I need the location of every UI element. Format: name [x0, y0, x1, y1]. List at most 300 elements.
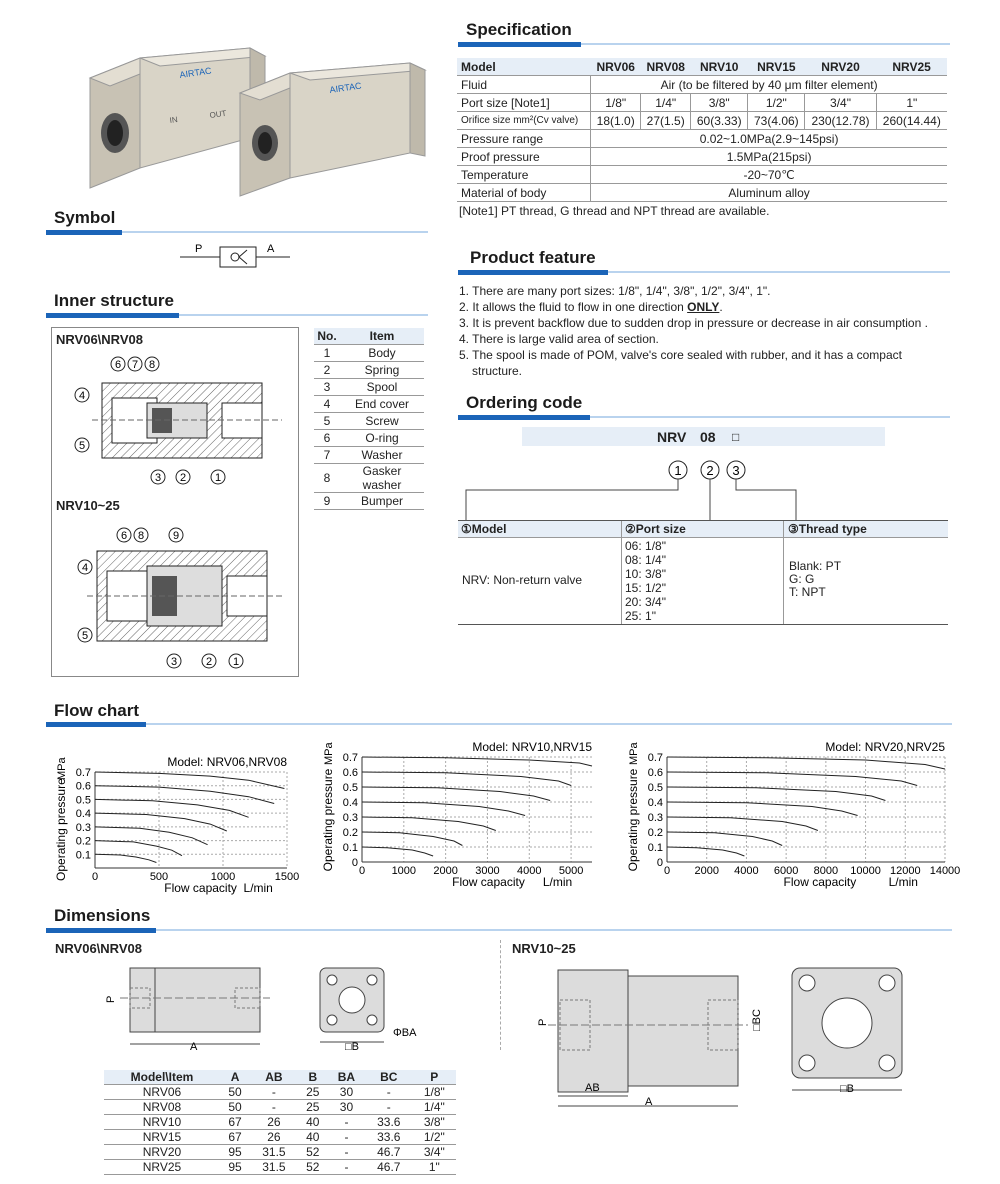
valve-photo-right: [240, 63, 425, 196]
spec-header: NRV25: [876, 58, 947, 76]
callout: 2: [179, 472, 187, 484]
dim-label-a: A: [190, 1041, 198, 1053]
parts-row: [314, 493, 424, 510]
series-line: [667, 832, 782, 846]
callout: 1: [214, 472, 222, 484]
spec-header: NRV10: [691, 58, 748, 76]
ordering-divider: [621, 521, 622, 624]
spec-row-material: [457, 184, 947, 202]
dim-label-bc: □BC: [751, 1009, 763, 1031]
dim-cell: 26: [250, 1115, 298, 1130]
model-value: NRV: Non-return valve: [462, 573, 583, 587]
spec-value: 230(12.78): [805, 112, 876, 130]
spec-value: 0.02~1.0MPa(2.9~145psi): [591, 130, 947, 148]
spec-header: NRV08: [641, 58, 691, 76]
series-line: [95, 786, 274, 804]
spec-header-row: [457, 58, 947, 76]
spec-value: 60(3.33): [691, 112, 748, 130]
dim-cell: 46.7: [365, 1160, 413, 1175]
series-line: [667, 802, 858, 816]
y-axis-label: Operating pressure: [321, 768, 335, 872]
dim-cell: NRV15: [104, 1130, 220, 1145]
code-box: □: [732, 430, 740, 444]
parts-row: [314, 430, 424, 447]
dim-cell: -: [365, 1085, 413, 1100]
dim-header: AB: [250, 1070, 298, 1085]
spec-value: 3/4": [805, 94, 876, 112]
spec-value: 18(1.0): [591, 112, 641, 130]
parts-row: [314, 464, 424, 493]
part-item: Spool: [340, 379, 424, 396]
spec-label: Pressure range: [457, 130, 591, 148]
brand-label: AIRTAC: [178, 65, 213, 80]
spec-value: 1": [876, 94, 947, 112]
dim-cell: 40: [298, 1130, 328, 1145]
feature-item: 1. There are many port sizes: 1/8", 1/4", 3/8", 1/2", 3/4", 1".: [459, 284, 771, 298]
y-tick-label: 0.1: [342, 842, 358, 854]
ordering-header: ②Port size: [625, 522, 686, 536]
y-tick-label: 0: [351, 857, 358, 869]
x-tick-label: 0: [358, 865, 366, 877]
port-size-list: [625, 539, 666, 623]
callout: 6: [120, 530, 128, 542]
dim-cell: -: [328, 1160, 365, 1175]
parts-header: Item: [340, 328, 424, 345]
dim-cell: 31.5: [250, 1145, 298, 1160]
specification-bar: [458, 42, 950, 47]
y-axis-label: Operating pressure: [626, 768, 640, 872]
feature-item: [459, 299, 949, 315]
product-feature-bar: [458, 270, 950, 275]
y-axis-label: Operating pressure: [54, 778, 68, 881]
series-line: [362, 787, 550, 801]
callout: 4: [81, 562, 89, 574]
spec-value: 3/8": [691, 94, 748, 112]
y-tick-label: 0.4: [647, 797, 663, 809]
spec-value: 1.5MPa(215psi): [591, 148, 947, 166]
y-tick-label: 0.3: [75, 821, 91, 834]
part-no: 4: [314, 396, 340, 413]
inner-structure-box: [51, 327, 299, 677]
callout: 5: [81, 630, 89, 642]
part-no: 9: [314, 493, 340, 510]
product-photos: [60, 18, 450, 198]
inner-title-b: NRV10~25: [56, 498, 120, 513]
dim-cell: NRV10: [104, 1115, 220, 1130]
parts-row: [314, 447, 424, 464]
spec-row-temperature: [457, 166, 947, 184]
flow-chart-nrv20: [626, 737, 961, 895]
ordering-header-bg: [458, 521, 948, 538]
part-item: O-ring: [340, 430, 424, 447]
x-tick-label: 5000: [558, 865, 584, 877]
thread-type-item: Blank: PT: [789, 559, 842, 573]
callout: 7: [131, 359, 139, 371]
y-tick-label: 0.1: [75, 849, 91, 862]
ordering-header: ①Model: [461, 522, 507, 536]
y-tick-label: 0.7: [342, 752, 358, 764]
part-no: 6: [314, 430, 340, 447]
spec-header: NRV15: [748, 58, 805, 76]
part-item: Body: [340, 345, 424, 362]
dim-cell: 30: [328, 1100, 365, 1115]
dim-cell: 3/8": [413, 1115, 456, 1130]
feature-item: structure.: [472, 364, 523, 378]
ordering-divider: [783, 521, 784, 624]
x-tick-label: 0: [663, 865, 671, 877]
spec-row-fluid: [457, 76, 947, 94]
series-line: [95, 813, 227, 831]
callout: 9: [172, 530, 180, 542]
inner-structure-title: Inner structure: [54, 291, 174, 310]
dimensions-divider: [500, 940, 502, 1050]
symbol-title: Symbol: [54, 208, 116, 227]
series-line: [95, 799, 249, 817]
dim-header: Model\Item: [104, 1070, 220, 1085]
dim-row: [104, 1115, 456, 1130]
y-tick-label: 0.6: [75, 780, 91, 793]
series-line: [362, 832, 462, 846]
parts-header-row: [314, 328, 424, 345]
x-tick-label: 4000: [734, 865, 759, 877]
ordering-header: ③Thread type: [788, 522, 867, 536]
dim-cell: -: [328, 1130, 365, 1145]
product-feature-title: Product feature: [470, 248, 596, 267]
y-tick-label: 0.2: [647, 827, 663, 839]
flow-chart-nrv06: [50, 740, 310, 895]
y-tick-label: 0.2: [342, 827, 358, 839]
feature-item: 5. The spool is made of POM, valve's core sealed with rubber, and it has a compact: [459, 348, 902, 362]
x-tick-label: 0: [91, 871, 99, 883]
spec-label: Port size [Note1]: [457, 94, 591, 112]
series-line: [95, 827, 208, 845]
dim-label-p2: P: [537, 1018, 549, 1026]
spec-row-proof: [457, 148, 947, 166]
code-circle: 3: [732, 463, 740, 478]
series-line: [667, 772, 917, 786]
dim-cell: 46.7: [365, 1145, 413, 1160]
y-tick-label: 0: [656, 857, 663, 869]
port-size-item: 20: 3/4": [625, 595, 666, 609]
series-line: [95, 841, 182, 856]
part-item: Washer: [340, 447, 424, 464]
port-size-item: 25: 1": [625, 609, 656, 623]
dim-row: [104, 1160, 456, 1175]
series-line: [667, 847, 744, 856]
spec-header: Model: [457, 58, 591, 76]
dim-cell: 95: [220, 1145, 250, 1160]
dim-header: BC: [365, 1070, 413, 1085]
spec-value: 1/2": [748, 94, 805, 112]
callout: 5: [78, 440, 86, 452]
dim-cell: 33.6: [365, 1115, 413, 1130]
port-size-item: 10: 3/8": [625, 567, 666, 581]
dim-cell: NRV08: [104, 1100, 220, 1115]
spec-note: [Note1] PT thread, G thread and NPT thread are available.: [459, 204, 770, 218]
dim-cell: 40: [298, 1115, 328, 1130]
y-tick-label: 0.4: [75, 808, 91, 821]
x-tick-label: 1000: [210, 871, 236, 883]
x-tick-label: 14000: [929, 865, 961, 877]
dimensions-table: [104, 1070, 456, 1175]
spec-value: 27(1.5): [641, 112, 691, 130]
y-tick-label: 0.3: [647, 812, 663, 824]
port-size-item: 06: 1/8": [625, 539, 666, 553]
dim-cell: 95: [220, 1160, 250, 1175]
dim-cell: 52: [298, 1160, 328, 1175]
spec-value: 1/8": [591, 94, 641, 112]
series-line: [362, 802, 525, 816]
spec-value: 1/4": [641, 94, 691, 112]
flow-chart-nrv10: [322, 737, 607, 895]
code-circle: 1: [674, 463, 682, 478]
dim-cell: 26: [250, 1130, 298, 1145]
brand-label-2: AIRTAC: [328, 80, 363, 95]
parts-row: [314, 413, 424, 430]
spec-label: Orifice size mm²(Cv valve): [457, 112, 591, 130]
y-tick-label: 0.5: [342, 782, 358, 794]
dim-cell: -: [250, 1085, 298, 1100]
part-no: 1: [314, 345, 340, 362]
series-line: [362, 757, 592, 766]
parts-row: [314, 379, 424, 396]
dim-cell: -: [328, 1115, 365, 1130]
feature-item: 4. There is large valid area of section.: [459, 332, 659, 346]
y-tick-label: 0.6: [647, 767, 663, 779]
specification-table: [457, 58, 947, 202]
feature-text: 2. It allows the fluid to flow in one direction: [459, 300, 684, 314]
code-prefix: NRV: [657, 429, 687, 445]
code-size: 08: [700, 429, 716, 445]
code-circle: 2: [706, 463, 714, 478]
dim-cell: 50: [220, 1100, 250, 1115]
part-item: Spring: [340, 362, 424, 379]
dim-cell: 33.6: [365, 1130, 413, 1145]
feature-emphasis: ONLY: [687, 300, 720, 314]
parts-row: [314, 396, 424, 413]
series-line: [362, 772, 571, 786]
y-tick-label: 0.3: [342, 812, 358, 824]
part-item: Bumper: [340, 493, 424, 510]
x-tick-label: 500: [149, 871, 169, 883]
dimensions-title: Dimensions: [54, 906, 151, 925]
x-tick-label: 3000: [475, 865, 500, 877]
callout: 1: [232, 656, 240, 668]
y-tick-label: 0.7: [647, 752, 663, 764]
flow-chart-title: Flow chart: [54, 701, 140, 720]
spec-value: 260(14.44): [876, 112, 947, 130]
dimension-drawing-b: [530, 958, 950, 1108]
x-tick-label: 1500: [274, 871, 300, 883]
series-line: [362, 817, 496, 831]
x-axis-label: Flow capacity: [452, 875, 525, 889]
dim-header-row: [104, 1070, 456, 1085]
dim-cell: 25: [298, 1100, 328, 1115]
callout: 3: [154, 472, 162, 484]
spec-label: Material of body: [457, 184, 591, 202]
x-axis-unit: L/min: [542, 875, 573, 889]
spec-row-port: [457, 94, 947, 112]
part-item: Screw: [340, 413, 424, 430]
dim-cell: 1/8": [413, 1085, 456, 1100]
port-size-item: 08: 1/4": [625, 553, 666, 567]
spec-value: Air (to be filtered by 40 μm filter element): [591, 76, 947, 94]
feature-list: [459, 283, 949, 379]
dim-row: [104, 1085, 456, 1100]
thread-type-list: [789, 560, 841, 599]
dim-header: P: [413, 1070, 456, 1085]
dim-header: A: [220, 1070, 250, 1085]
dim-label-p: P: [105, 995, 117, 1003]
callout: 6: [114, 359, 122, 371]
dim-label-b2: □B: [840, 1083, 854, 1095]
dim-label-a2: A: [645, 1096, 653, 1108]
part-no: 7: [314, 447, 340, 464]
spec-row-pressure: [457, 130, 947, 148]
callout: 8: [137, 530, 145, 542]
thread-type-item: T: NPT: [789, 585, 826, 599]
parts-header: No.: [314, 328, 340, 345]
dim-cell: 1/4": [413, 1100, 456, 1115]
chart-title: Model: NRV20,NRV25: [825, 740, 945, 754]
ordering-code-bar: [458, 415, 950, 420]
spec-header: NRV06: [591, 58, 641, 76]
dim-cell: -: [250, 1100, 298, 1115]
x-axis-label: Flow capacity: [164, 881, 237, 895]
callout: 4: [78, 390, 86, 402]
series-line: [95, 854, 156, 862]
x-axis-label: Flow capacity: [783, 875, 857, 889]
part-item: End cover: [340, 396, 424, 413]
x-tick-label: 2000: [694, 865, 719, 877]
part-no: 3: [314, 379, 340, 396]
feature-text: .: [719, 300, 723, 314]
dim-title-b: NRV10~25: [512, 941, 576, 956]
x-tick-label: 4000: [517, 865, 542, 877]
spec-label: Temperature: [457, 166, 591, 184]
part-no: 5: [314, 413, 340, 430]
x-axis-unit: L/min: [243, 881, 273, 895]
flow-chart-bar: [46, 722, 952, 727]
spec-header: NRV20: [805, 58, 876, 76]
series-line: [362, 847, 433, 856]
x-tick-label: 12000: [889, 865, 921, 877]
dim-cell: NRV25: [104, 1160, 220, 1175]
callout: 3: [170, 656, 178, 668]
part-no: 8: [314, 464, 340, 493]
dim-label-ab: AB: [585, 1082, 600, 1094]
spec-value: 73(4.06): [748, 112, 805, 130]
spec-value: Aluminum alloy: [591, 184, 947, 202]
thread-type-item: G: G: [789, 572, 815, 586]
specification-title: Specification: [466, 20, 572, 39]
y-axis-unit: MPa: [628, 742, 640, 765]
symbol-p-label: P: [195, 243, 203, 255]
series-line: [667, 757, 945, 769]
spec-value: -20~70℃: [591, 166, 947, 184]
parts-row: [314, 345, 424, 362]
ordering-code-title: Ordering code: [466, 393, 583, 412]
dim-cell: 67: [220, 1115, 250, 1130]
feature-item: 3. It is prevent backflow due to sudden drop in pressure or decrease in air consumption .: [459, 316, 928, 330]
dim-label-b: □B: [345, 1041, 359, 1053]
dim-row: [104, 1100, 456, 1115]
y-tick-label: 0.2: [75, 835, 91, 848]
inner-title-a: NRV06\NRV08: [56, 332, 143, 347]
dim-title-a: NRV06\NRV08: [55, 941, 142, 956]
dim-cell: 3/4": [413, 1145, 456, 1160]
dim-cell: NRV06: [104, 1085, 220, 1100]
spec-label: Proof pressure: [457, 148, 591, 166]
dim-cell: NRV20: [104, 1145, 220, 1160]
dim-cell: 25: [298, 1085, 328, 1100]
series-line: [667, 787, 885, 801]
x-tick-label: 8000: [813, 865, 839, 877]
callout: 8: [148, 359, 156, 371]
chart-title: Model: NRV06,NRV08: [167, 755, 287, 769]
y-tick-label: 0.1: [647, 842, 663, 854]
cross-section-b: [52, 521, 298, 671]
x-tick-label: 1000: [391, 865, 417, 877]
x-tick-label: 10000: [850, 865, 881, 877]
x-axis-unit: L/min: [888, 875, 918, 889]
in-label: IN: [169, 114, 179, 125]
part-no: 2: [314, 362, 340, 379]
callout: 2: [205, 656, 213, 668]
symbol-bar: [46, 230, 428, 235]
check-valve-symbol: [175, 240, 295, 270]
cross-section-a: [52, 348, 298, 488]
dim-cell: 31.5: [250, 1160, 298, 1175]
y-tick-label: 0.6: [342, 767, 358, 779]
y-axis-unit: MPa: [56, 757, 68, 780]
symbol-a-label: A: [267, 243, 275, 255]
y-tick-label: 0.5: [75, 794, 91, 807]
chart-title: Model: NRV10,NRV15: [472, 740, 592, 754]
dimensions-bar: [46, 928, 952, 933]
x-tick-label: 6000: [773, 865, 799, 877]
dim-row: [104, 1130, 456, 1145]
dim-label-ba: ΦBA: [393, 1027, 417, 1039]
series-line: [667, 817, 818, 831]
y-axis-unit: MPa: [323, 742, 335, 765]
dim-cell: -: [365, 1100, 413, 1115]
ordering-callout-lines: [458, 452, 950, 522]
dim-cell: -: [328, 1145, 365, 1160]
dim-cell: 67: [220, 1130, 250, 1145]
y-tick-label: 0.5: [647, 782, 663, 794]
dim-row: [104, 1145, 456, 1160]
y-tick-label: 0.7: [75, 767, 91, 779]
part-item: Gasker washer: [340, 464, 424, 493]
y-tick-label: 0.4: [342, 797, 358, 809]
dim-cell: 50: [220, 1085, 250, 1100]
x-tick-label: 2000: [433, 865, 458, 877]
spec-label: Fluid: [457, 76, 591, 94]
dim-cell: 52: [298, 1145, 328, 1160]
out-label: OUT: [209, 108, 228, 120]
dim-header: BA: [328, 1070, 365, 1085]
spec-row-orifice: [457, 112, 947, 130]
inner-structure-bar: [46, 313, 428, 318]
dim-header: B: [298, 1070, 328, 1085]
parts-table: [314, 328, 424, 510]
dim-cell: 1/2": [413, 1130, 456, 1145]
port-size-item: 15: 1/2": [625, 581, 666, 595]
valve-photo-left: [90, 48, 265, 188]
dimension-drawing-a: [95, 960, 455, 1060]
parts-row: [314, 362, 424, 379]
